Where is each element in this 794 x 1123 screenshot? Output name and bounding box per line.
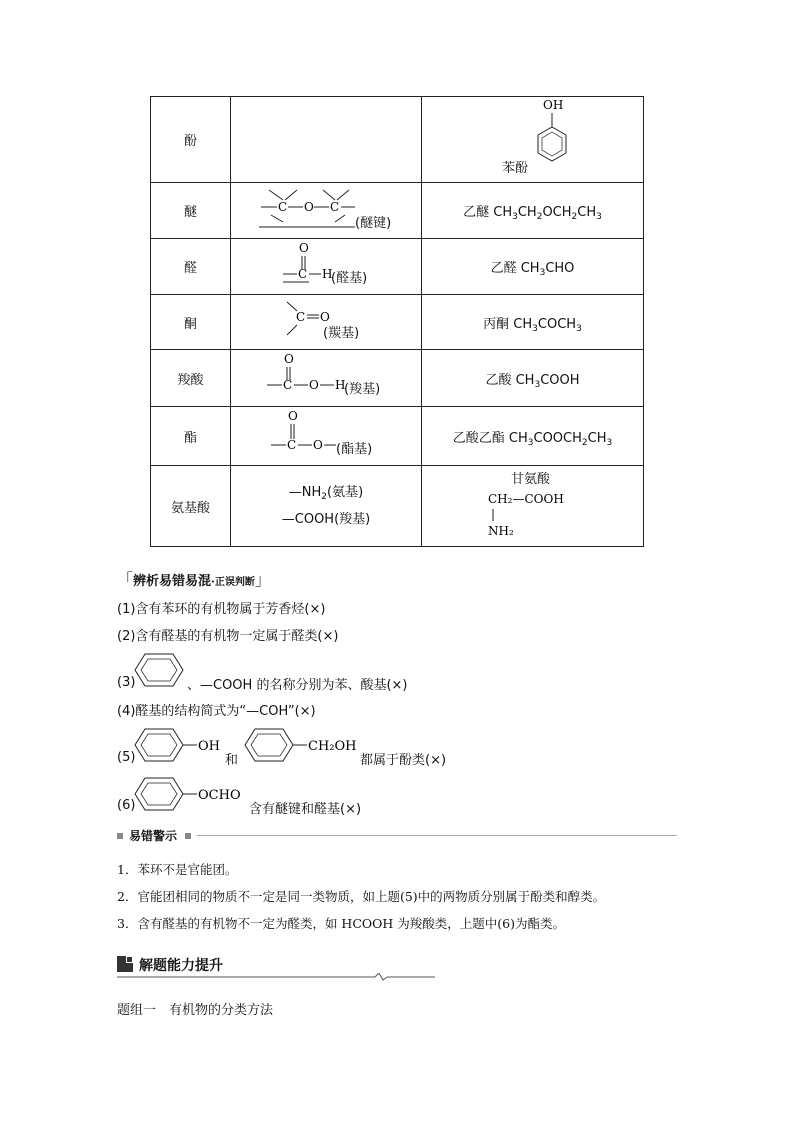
diethyl-ether-text: 乙醚 $CH_3CH_2OCH_2CH_3$ [463,205,602,222]
carboxyl-hydrogen: H [335,378,346,392]
class-name-cell: 酚 [151,97,231,183]
group-cell [231,350,422,407]
carboxyl-group-text: —COOH(羧基) [281,512,371,527]
class-name-cell: 醚 [151,183,231,239]
table-row [151,350,644,407]
phenyl-formate-icon [133,776,251,812]
judge-header-sub: ·正误判断 [211,577,255,588]
judge-item-6-label: (6) [117,798,136,813]
ester-oxygen-top: O [288,409,298,423]
ester-carbon: C [287,438,297,452]
functional-group-table [150,96,644,547]
square-bullet-icon [185,833,191,839]
glycine-amino: NH₂ [488,524,514,538]
warning-item-1: 1．苯环不是官能团。 [117,862,238,877]
carbonyl-oxygen: O [320,310,330,324]
carbonyl-label: (羰基) [323,326,360,341]
phenol-oh-label: OH [198,739,220,754]
judge-item-1: (1)含有苯环的有机物属于芳香烃(×) [117,602,326,617]
ester-oxygen: O [313,438,323,452]
ester-label: (酯基) [336,442,373,457]
table-row [151,239,644,295]
example-cell [422,239,644,295]
ether-atom-o: O [304,200,314,214]
example-cell [422,350,644,407]
table-row [151,407,644,466]
formate-ocho-label: OCHO [198,788,241,803]
glycine-main-chain: CH₂—COOH [488,492,564,506]
example-cell [422,97,644,183]
phenol-structure [527,99,587,179]
example-cell [422,295,644,350]
carboxyl-label: (羧基) [344,382,381,397]
acetic-acid-text: 乙酸 $CH_3COOH$ [485,372,580,390]
ether-atom-c2: C [330,200,340,214]
judge-header: 「辨析易错易混·正误判断」 [117,570,271,589]
section-header [117,956,437,980]
carboxyl-oxygen: O [309,378,319,392]
class-name-cell: 酯 [151,407,231,466]
table-row [151,183,644,239]
judge-item-4: (4)醛基的结构简式为“—COH”(×) [117,704,316,719]
section-block-icon [117,956,133,972]
warning-item-3: 3．含有醛基的有机物不一定为醛类，如 HCOOH 为羧酸类，上题中(6)为酯类。 [117,916,565,931]
judge-item-3-label: (3) [117,675,136,690]
class-name-cell: 羧酸 [151,350,231,407]
carbonyl-carbon: C [296,310,306,324]
group-cell [231,239,422,295]
ethyl-acetate-text: 乙酸乙酯 $CH_3COOCH_2CH_3$ [452,430,613,448]
group-cell [231,183,422,239]
amino-group-text: $—NH_2$(氨基) [288,485,364,502]
judge-item-3-text: 、—COOH 的名称分别为苯、酸基(×) [187,678,408,693]
judge-item-6-text: 含有醚键和醛基(×) [249,802,362,817]
group-cell [231,295,422,350]
phenol-label: 苯酚 [502,161,529,176]
acetone-text: 丙酮 $CH_3COCH_3$ [483,316,582,334]
aldehyde-carbon: C [298,267,308,281]
section-title: 解题能力提升 [139,958,223,974]
judge-item-2: (2)含有醛基的有机物一定属于醛类(×) [117,629,339,644]
benzyl-alcohol-icon [243,727,363,763]
class-name-cell: 氨基酸 [151,466,231,547]
group-cell [231,97,422,183]
benzyl-ch2oh-label: CH₂OH [308,739,357,754]
judge-header-main: 辨析易错易混 [133,574,212,589]
square-bullet-icon [117,833,123,839]
glycine-label: 甘氨酸 [511,472,551,487]
judge-item-5-label: (5) [117,750,136,765]
divider-line [197,835,677,836]
hydroxyl-label: OH [543,99,564,112]
aldehyde-oxygen: O [299,241,309,255]
aldehyde-label: (醛基) [331,271,368,286]
question-group-title: 题组一 有机物的分类方法 [117,1003,274,1018]
example-cell [422,407,644,466]
class-name-cell: 醛 [151,239,231,295]
aldehyde-hydrogen: H [322,267,333,281]
class-name-cell: 酮 [151,295,231,350]
group-cell [231,466,422,547]
warning-item-2: 2．官能团相同的物质不一定是同一类物质，如上题(5)中的两物质分别属于酚类和醇类。 [117,889,606,904]
table-row [151,295,644,350]
example-cell [422,466,644,547]
group-cell [231,407,422,466]
table-row [151,466,644,547]
judge-item-5-text: 都属于酚类(×) [360,753,447,768]
warning-title: 易错警示 [129,829,178,843]
judge-item-5-and: 和 [225,753,239,768]
phenol-icon [133,727,225,763]
warning-header [117,829,677,843]
ether-atom-c1: C [278,200,288,214]
glycine-structure [484,488,594,542]
carboxyl-oxygen-top: O [284,352,294,366]
benzene-ring-icon [133,652,185,688]
section-underline [117,973,437,981]
table-row [151,97,644,183]
acetaldehyde-text: 乙醛 $CH_3CHO$ [490,261,575,278]
example-cell [422,183,644,239]
carboxyl-carbon: C [283,378,293,392]
ether-bond-label: (醚键) [355,216,392,231]
